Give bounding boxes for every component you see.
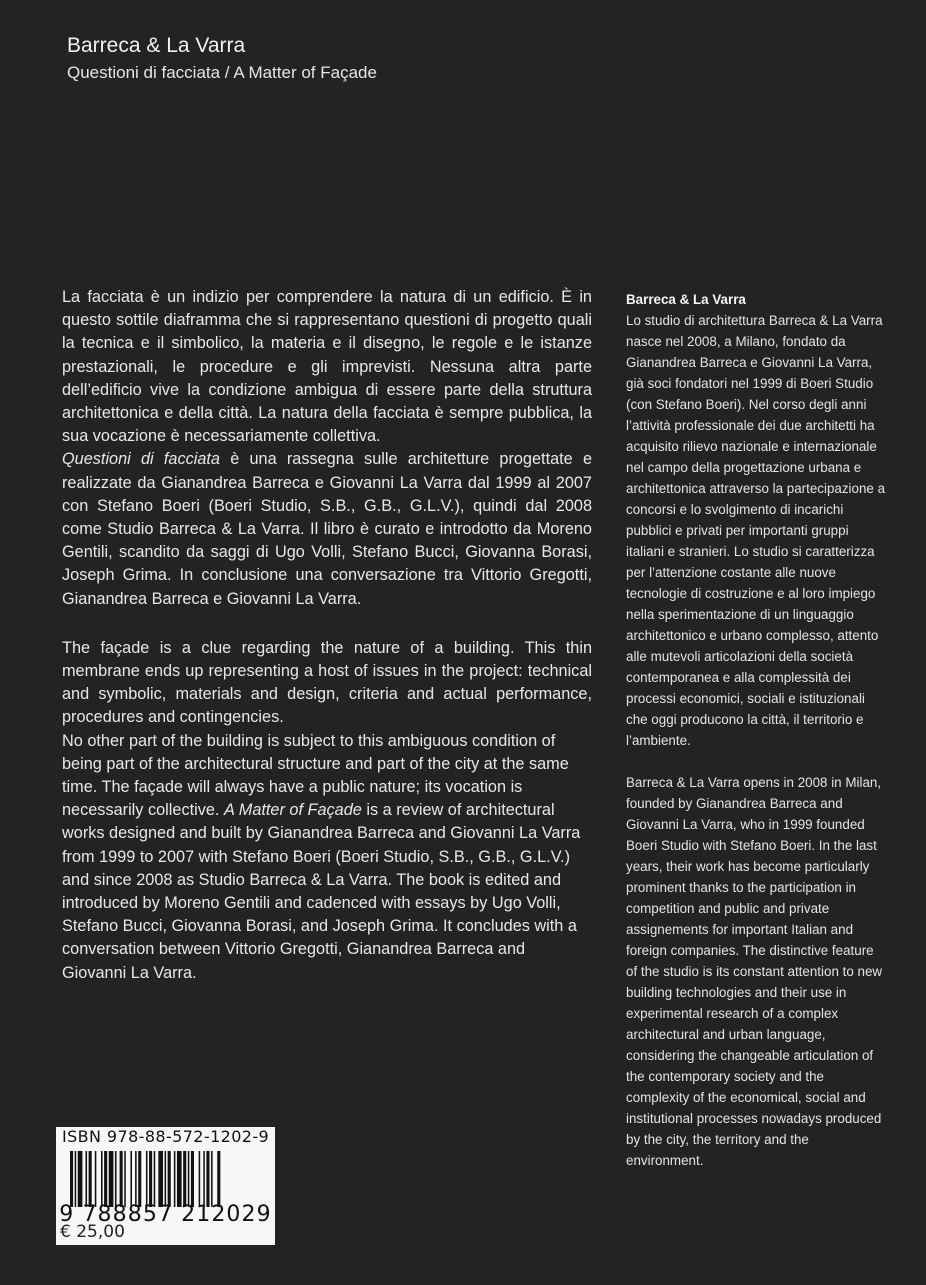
sidebar-spacer	[626, 751, 888, 772]
barcode-bar	[146, 1151, 148, 1207]
barcode-bar	[115, 1151, 117, 1207]
english-book-title: A Matter of Façade	[223, 801, 362, 820]
barcode-bar	[135, 1151, 137, 1207]
barcode-bar	[149, 1151, 152, 1207]
barcode-bar	[78, 1151, 83, 1207]
barcode-bar	[95, 1151, 97, 1207]
barcode-label	[56, 1127, 275, 1245]
barcode-icon	[70, 1151, 266, 1207]
barcode-bar	[120, 1151, 123, 1207]
barcode-bar	[101, 1151, 103, 1207]
english-paragraph-2-text: is a review of architectural works designed and built by Gianandrea Barreca and Giovanni La Varra from 1999 to 2007 with Stefano Boeri (Boeri Studio, S.B., G.B., G.L.V.) and since 2008 as Studio Barreca & La Varra. The book is edited and introduced by Moreno Gentili and cadenced with essays by Ugo Volli, Stefano Bucci, Giovanna Borasi, and Joseph Grima. It concludes with a conversation between Vittorio Gregotti, Gianandrea Barreca and Giovanni La Varra.	[62, 801, 581, 982]
barcode-bar	[138, 1151, 141, 1207]
isbn-number: ISBN 978-88-572-1202-9	[62, 1127, 270, 1146]
book-title: Barreca & La Varra	[67, 34, 246, 57]
barcode-bar	[154, 1151, 156, 1207]
barcode-bar	[174, 1151, 176, 1207]
cover-header	[67, 33, 377, 84]
italian-paragraph-2-text: è una rassegna sulle architetture progettate e realizzate da Gianandrea Barreca e Giovanni La Varra dal 1999 al 2007 con Stefano Boeri (Boeri Studio, S.B., G.B., G.L.V.), quindi dal 2008 come Studio Barreca & La Varra. Il libro è curato e introdotto da Moreno Gentili, scandito da saggi di Ugo Volli, Stefano Bucci, Giovanna Borasi, Joseph Grima. In conclusione una conversazione tra Vittorio Gregotti, Gianandrea Barreca e Giovanni La Varra.	[62, 450, 592, 608]
barcode-bar	[217, 1151, 220, 1207]
barcode-bar	[158, 1151, 163, 1207]
barcode-digits: 9 788857 212029	[59, 1202, 272, 1227]
barcode-bar	[203, 1151, 205, 1207]
barcode-bar	[86, 1151, 88, 1207]
sidebar-title: Barreca & La Varra	[626, 292, 746, 307]
italian-bio: Lo studio di architettura Barreca & La Varra nasce nel 2008, a Milano, fondato da Gianandrea Barreca e Giovanni La Varra, già soci fondatori nel 1999 di Boeri Studio (con Stefano Boeri). Nel corso degli anni l’attività professionale dei due architetti ha acquisito rilievo nazionale e internazionale nel campo della progettazione urbana e architettonica attraverso la partecipazione a concorsi e lo svolgimento di incarichi pubblici e privati per importanti gruppi italiani e stranieri. Lo studio si caratterizza per l’attenzione costante alle nuove tecnologie di costruzione e al loro impiego nella sperimentazione di un linguaggio architettonico e urbano complesso, attento alle mutevoli articolazioni della società contemporanea e alla complessità dei processi economici, sociali e istituzionali che oggi producono la città, il territorio e l’ambiente.	[626, 313, 886, 748]
paragraph-spacer	[62, 611, 592, 637]
barcode-bar	[109, 1151, 114, 1207]
italian-book-title: Questioni di facciata	[62, 450, 220, 469]
english-paragraph-2-start: No other part of the building is subject to this ambiguous condition of being part of the architectural structure and part of the city at the same time. The façade will always have a public nature; its vocation is necessarily collective.	[62, 731, 569, 820]
main-description	[62, 286, 592, 985]
barcode-bar	[70, 1151, 73, 1207]
english-paragraph-1: The façade is a clue regarding the nature of a building. This thin membrane ends up representing a host of issues in the project: technical and symbolic, materials and design, criteria and actual performance, procedures and contingencies.	[62, 638, 592, 727]
italian-paragraph-1: La facciata è un indizio per comprendere la natura di un edificio. È in questo sottile diaframma che si rappresentano questioni di progetto quali la tecnica e il simbolico, la materia e il disegno, le regole e le istanze prestazionali, le procedure e gli imprevisti. Nessuna altra parte dell’edificio vive la condizione ambigua di essere parte della struttura architettonica e della città. La natura della facciata è sempre pubblica, la sua vocazione è necessariamente collettiva.	[62, 288, 592, 446]
barcode-bar	[211, 1151, 213, 1207]
barcode-bar	[199, 1151, 201, 1207]
barcode-bar	[130, 1151, 132, 1207]
barcode-bar	[104, 1151, 107, 1207]
english-paragraph-2	[62, 730, 592, 985]
barcode-bar	[165, 1151, 167, 1207]
barcode-bar	[191, 1151, 194, 1207]
price: € 25,00	[60, 1222, 125, 1242]
barcode-bar	[177, 1151, 182, 1207]
english-bio: Barreca & La Varra opens in 2008 in Milan, founded by Gianandrea Barreca and Giovanni La Varra, who in 1999 founded Boeri Studio with Stefano Boeri. In the last years, their work has become particularly prominent thanks to the participation in competition and public and private assignements for important Italian and foreign companies. The distinctive feature of the studio is its constant attention to new building technologies and their use in experimental research of a complex architectural and urban language, considering the changeable articulation of the contemporary society and the complexity of the economical, social and institutional processes nowadays produced by the city, the territory and the environment.	[626, 775, 883, 1168]
barcode-bar	[206, 1151, 209, 1207]
barcode-bar	[183, 1151, 186, 1207]
book-subtitle: Questioni di facciata / A Matter of Façade	[67, 63, 377, 82]
author-sidebar	[626, 289, 888, 1171]
italian-paragraph-2	[62, 448, 592, 610]
barcode-bar	[168, 1151, 171, 1207]
barcode-bar	[89, 1151, 92, 1207]
barcode-bar	[124, 1151, 126, 1207]
barcode-bar	[75, 1151, 77, 1207]
barcode-bar	[188, 1151, 190, 1207]
